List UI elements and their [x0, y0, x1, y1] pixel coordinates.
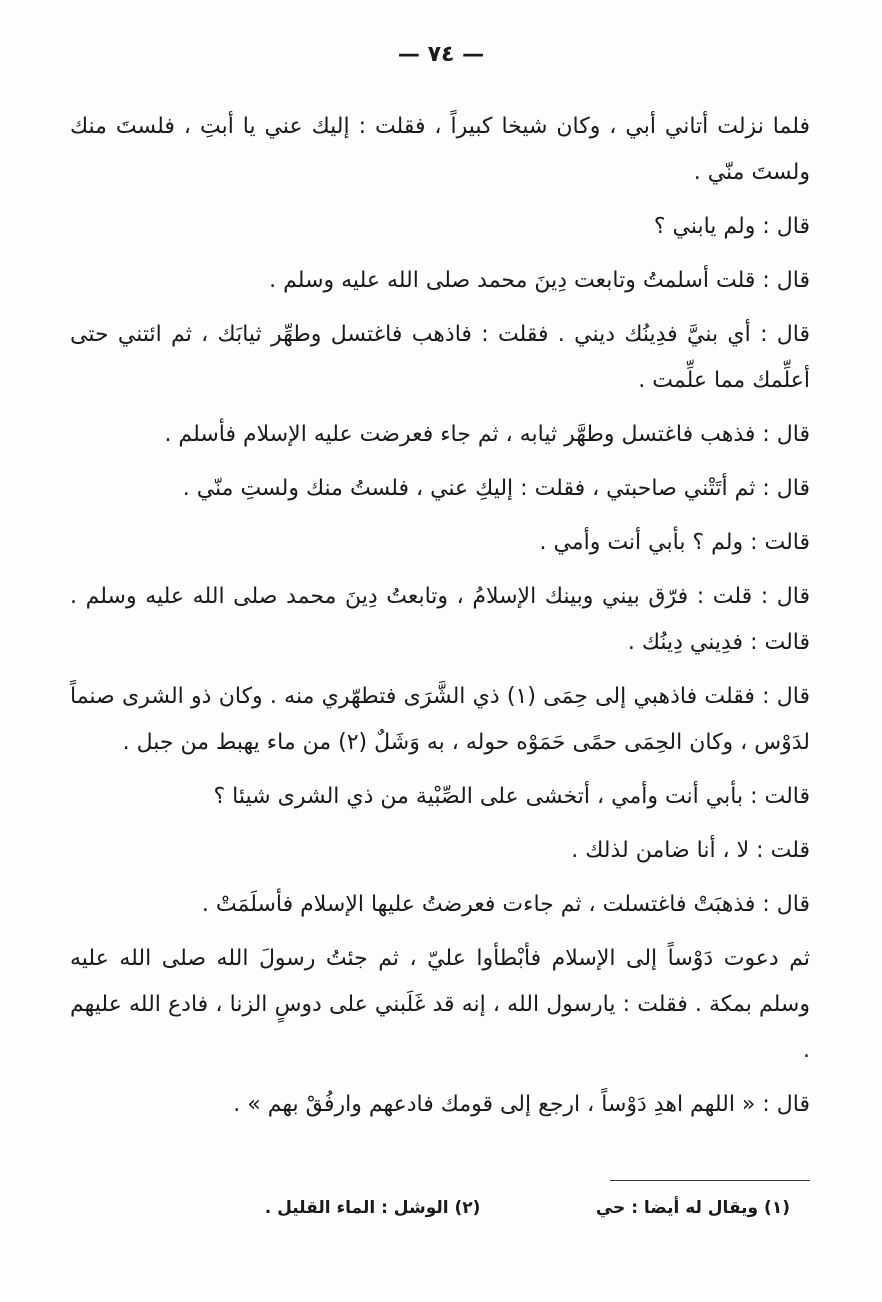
footnote-label: (١): [764, 1198, 790, 1218]
paragraph: قال : قلت : فرّق بيني وبينك الإسلامُ ، وتابعتُ دِينَ محمد صلى الله عليه وسلم . قالت : فدِيني دِينُك .: [70, 584, 810, 655]
footnote-text: الوشل : الماء القليل .: [264, 1198, 449, 1218]
paragraph: قال : فذهبَتْ فاغتسلت ، ثم جاءت فعرضتُ عليها الإسلام فأسلَمَتْ .: [201, 892, 810, 917]
footnote-label: (٢): [454, 1198, 481, 1218]
paragraph: قال : ولم يابني ؟: [653, 214, 810, 239]
paragraph: قال : ثم أتَتْني صاحبتي ، فقلت : إليكِ عني ، فلستُ منك ولستِ منّي .: [182, 476, 810, 501]
page-number: — ٧٤ —: [397, 42, 485, 67]
paragraph: قلت : لا ، أنا ضامن لذلك .: [571, 838, 810, 863]
body-text: [70, 104, 810, 1136]
paragraph: قال : قلت أسلمتُ وتابعت دِينَ محمد صلى الله عليه وسلم .: [269, 268, 810, 293]
footnote-1: [596, 1198, 790, 1218]
paragraph: ثم دعوت دَوْساً إلى الإسلام فأبْطأوا عليّ ، ثم جئتُ رسولَ الله صلى الله عليه وسلم بمكة . فقلت : يارسول الله ، إنه قد غَلَبني على دوسٍ الزنا ، فادع الله عليهم .: [70, 946, 810, 1063]
paragraph: فلما نزلت أتاني أبي ، وكان شيخا كبيراً ، فقلت : إليك عني يا أبتِ ، فلستَ منك ولستَ منّي .: [70, 114, 810, 185]
paragraph: قالت : ولم ؟ بأبي أنت وأمي .: [539, 530, 810, 555]
paragraph: قالت : بأبي أنت وأمي ، أتخشى على الصِّبْية من ذي الشرى شيئا ؟: [213, 784, 810, 809]
footnotes: [90, 1198, 790, 1218]
footnote-divider: [610, 1180, 810, 1181]
paragraph: قال : « اللهم اهدِ دَوْساً ، ارجع إلى قومك فادعهم وارفُقْ بهم » .: [233, 1092, 810, 1117]
paragraph: قال : فقلت فاذهبي إلى حِمَى (١) ذي الشَّرَى فتطهّري منه . وكان ذو الشرى صنماً لدَوْس ، وكان الحِمَى حمًى حَمَوْه حوله ، به وَشَلٌ (٢) من ماء يهبط من جبل .: [70, 684, 810, 755]
footnote-2: [265, 1198, 481, 1218]
paragraph: قال : أي بنيَّ فدِينُك ديني . فقلت : فاذهب فاغتسل وطهِّر ثيابَك ، ثم ائتني حتى أعلِّمك مما علِّمت .: [70, 322, 810, 393]
footnote-text: ويقال له أيضا : حي: [595, 1198, 759, 1218]
paragraph: قال : فذهب فاغتسل وطهَّر ثيابه ، ثم جاء فعرضت عليه الإسلام فأسلم .: [164, 422, 810, 447]
